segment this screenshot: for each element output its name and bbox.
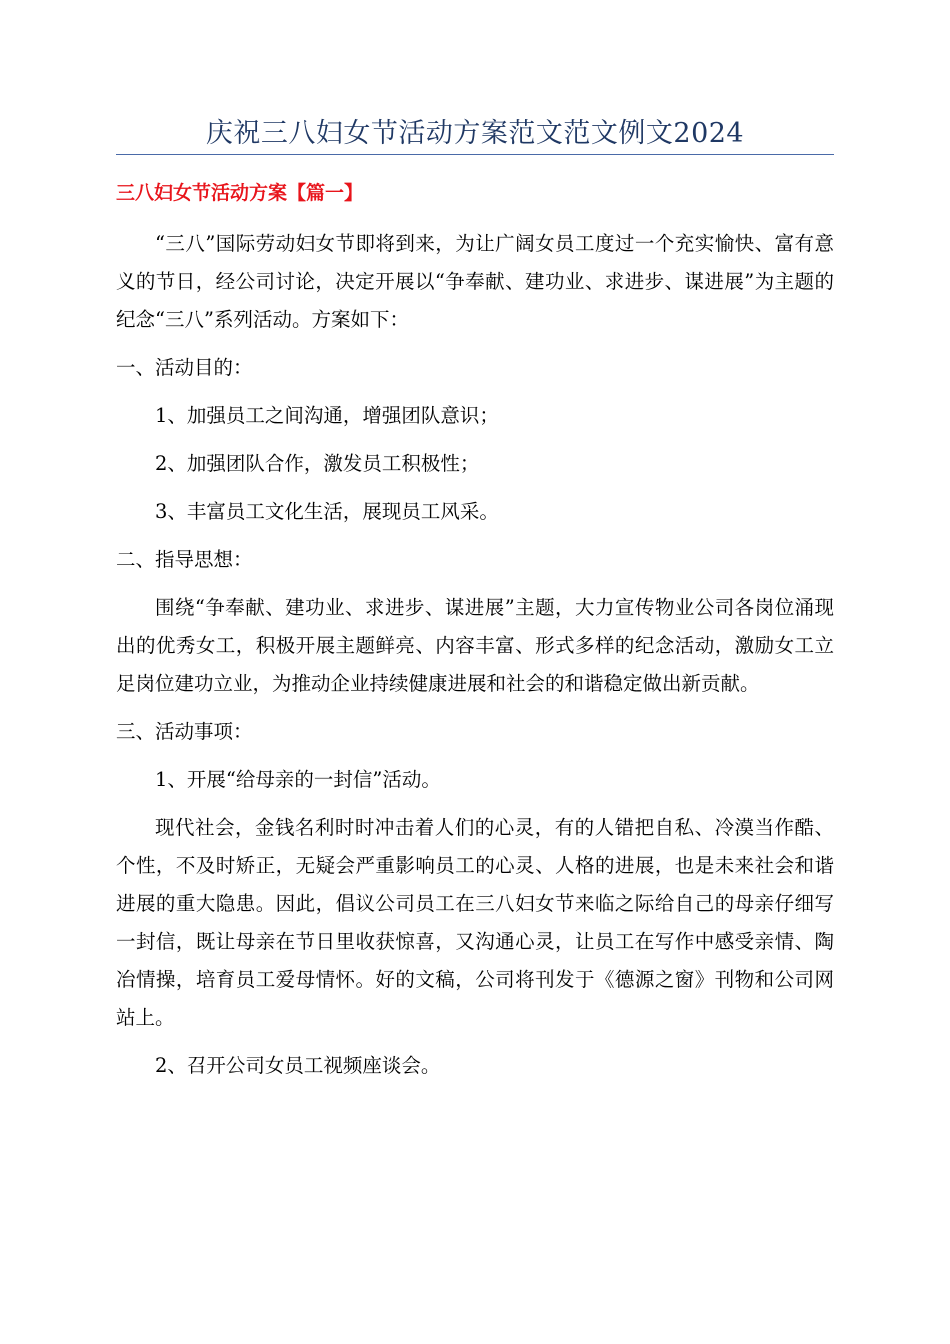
heading-activity-purpose: 一、活动目的： bbox=[116, 356, 253, 379]
heading-guiding-idea: 二、指导思想： bbox=[116, 548, 253, 571]
activity-item-1: 1、开展“给母亲的一封信”活动。 bbox=[155, 768, 441, 791]
purpose-item-2: 2、加强团队合作，激发员工积极性； bbox=[155, 452, 480, 475]
intro-paragraph: “三八”国际劳动妇女节即将到来，为让广阔女员工度过一个充实愉快、富有意义的节日，经公司讨论，决定开展以“争奉献、建功业、求进步、谋进展”为主题的纪念“三八”系列活动。方案如下： bbox=[116, 232, 834, 331]
title-underline bbox=[116, 154, 834, 155]
activity-item-2: 2、召开公司女员工视频座谈会。 bbox=[155, 1054, 441, 1077]
document-body bbox=[116, 225, 834, 1085]
activity-item-1-paragraph: 现代社会，金钱名利时时冲击着人们的心灵，有的人错把自私、冷漠当作酷、个性，不及时矫正，无疑会严重影响员工的心灵、人格的进展，也是未来社会和谐进展的重大隐患。因此，倡议公司员工在三八妇女节来临之际给自己的母亲仔细写一封信，既让母亲在节日里收获惊喜，又沟通心灵，让员工在写作中感受亲情、陶冶情操，培育员工爱母情怀。好的文稿，公司将刊发于《德源之窗》刊物和公司网站上。 bbox=[116, 816, 834, 1029]
purpose-item-3: 3、丰富员工文化生活，展现员工风采。 bbox=[155, 500, 499, 523]
section-heading: 三八妇女节活动方案【篇一】 bbox=[116, 182, 364, 204]
purpose-item-1: 1、加强员工之间沟通，增强团队意识； bbox=[155, 404, 499, 427]
heading-activity-items: 三、活动事项： bbox=[116, 720, 253, 743]
document-title: 庆祝三八妇女节活动方案范文范文例文2024 bbox=[205, 118, 745, 149]
guiding-idea-paragraph: 围绕“争奉献、建功业、求进步、谋进展”主题，大力宣传物业公司各岗位涌现出的优秀女工，积极开展主题鲜亮、内容丰富、形式多样的纪念活动，激励女工立足岗位建功立业，为推动企业持续健康进展和社会的和谐稳定做出新贡献。 bbox=[116, 596, 834, 695]
